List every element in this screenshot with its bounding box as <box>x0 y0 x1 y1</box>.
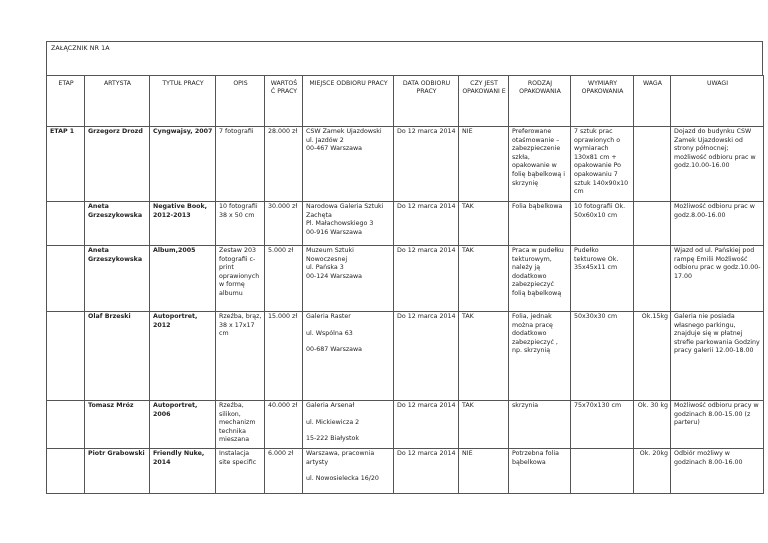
miejsce-line: Narodowa Galeria Sztuki Zachęta <box>306 203 384 219</box>
cell-opis: 7 fotografii <box>216 127 265 202</box>
header-waga: WAGA <box>634 76 671 127</box>
cell-waga: Ok. 30 kg <box>634 401 671 449</box>
cell-etap <box>47 246 85 312</box>
header-data: DATA ODBIORU PRACY <box>394 76 459 127</box>
header-rodzaj: RODZAJ OPAKOWANIA <box>509 76 571 127</box>
cell-opis: Rzeźba, brąz, 38 x 17x17 cm <box>216 312 265 401</box>
cell-wartosc: 6.000 zł <box>265 449 303 494</box>
cell-waga <box>634 246 671 312</box>
cell-artysta: Grzegorz Drozd <box>85 127 150 202</box>
miejsce-line: ul. Nowosielecka 16/20 <box>306 475 379 483</box>
cell-artysta: Aneta Grzeszykowska <box>85 202 150 246</box>
cell-etap: ETAP 1 <box>47 127 85 202</box>
cell-opis: Zestaw 203 fotografii c-print oprawionych w formę albumu <box>216 246 265 312</box>
cell-tytul: Friendly Nuke, 2014 <box>150 449 216 494</box>
cell-artysta: Aneta Grzeszykowska <box>85 246 150 312</box>
miejsce-line: ul. Jazdów 2 <box>306 136 344 144</box>
miejsce-line: ul. Wspólna 63 <box>306 329 353 337</box>
cell-etap <box>47 401 85 449</box>
cell-wartosc: 30.000 zł <box>265 202 303 246</box>
cell-uwagi: Galeria nie posiada własnego parkingu, znajduje się w płatnej strefie parkowania Godziny pracy galerii 12.00-18.00 <box>671 312 764 401</box>
document-page <box>46 41 765 543</box>
cell-wymiary <box>571 449 634 494</box>
miejsce-line: CSW Zamek Ujazdowski <box>306 128 382 135</box>
header-etap: ETAP <box>47 76 85 127</box>
cell-czy: NIE <box>459 127 509 202</box>
cell-miejsce <box>303 401 394 449</box>
cell-artysta: Olaf Brzeski <box>85 312 150 401</box>
header-miejsce: MIEJSCE ODBIORU PRACY <box>303 76 394 127</box>
cell-data: Do 12 marca 2014 <box>394 401 459 449</box>
cell-data: Do 12 marca 2014 <box>394 312 459 401</box>
cell-wymiary: 50x30x30 cm <box>571 312 634 401</box>
title-box <box>46 41 763 75</box>
cell-waga <box>634 127 671 202</box>
header-opis: OPIS <box>216 76 265 127</box>
cell-etap <box>47 202 85 246</box>
cell-uwagi: Dojazd do budynku CSW Zamek Ujazdowski od strony północnej; możliwość odbioru prac w godz.10.00-16.00 <box>671 127 764 202</box>
miejsce-line: 00-687 Warszawa <box>306 346 363 354</box>
cell-wymiary: 75x70x130 cm <box>571 401 634 449</box>
cell-uwagi: Możliwość odbioru prac w godz.8.00-16.00 <box>671 202 764 246</box>
cell-czy: TAK <box>459 202 509 246</box>
miejsce-line: Muzeum Sztuki Nowoczesnej <box>306 247 354 263</box>
cell-wartosc: 28.000 zł <box>265 127 303 202</box>
cell-uwagi: Odbiór możliwy w godzinach 8.00-16.00 <box>671 449 764 494</box>
header-artysta: ARTYSTA <box>85 76 150 127</box>
cell-wymiary: 10 fotografii Ok. 50x60x10 cm <box>571 202 634 246</box>
header-tytul: TYTUŁ PRACY <box>150 76 216 127</box>
shipping-table <box>46 75 764 494</box>
header-wartosc: WARTOŚ Ć PRACY <box>265 76 303 127</box>
table-row <box>47 449 764 494</box>
cell-uwagi: Możliwość odbioru pracy w godzinach 8.00-15.00 (z parteru) <box>671 401 764 449</box>
cell-etap <box>47 312 85 401</box>
cell-etap <box>47 449 85 494</box>
cell-data: Do 12 marca 2014 <box>394 246 459 312</box>
cell-miejsce <box>303 246 394 312</box>
cell-rodzaj: skrzynia <box>509 401 571 449</box>
header-row <box>47 76 764 127</box>
table-row <box>47 246 764 312</box>
miejsce-line: ul. Mickiewicza 2 <box>306 418 360 426</box>
cell-rodzaj: Folia, jednak można pracę dodatkowo zabezpieczyć , np. skrzynią <box>509 312 571 401</box>
cell-rodzaj: Praca w pudełku tekturowym, należy ją dodatkowo zabezpieczyć folią bąbelkową <box>509 246 571 312</box>
cell-czy: TAK <box>459 401 509 449</box>
cell-wartosc: 40.000 zł <box>265 401 303 449</box>
cell-czy: TAK <box>459 246 509 312</box>
cell-tytul: Negative Book, 2012-2013 <box>150 202 216 246</box>
table-row <box>47 202 764 246</box>
cell-czy: TAK <box>459 312 509 401</box>
cell-artysta: Piotr Grabowski <box>85 449 150 494</box>
cell-uwagi: Wjazd od ul. Pańskiej pod rampę Emilii Możliwość odbioru prac w godz.10.00-17.00 <box>671 246 764 312</box>
cell-waga: Ok. 20kg <box>634 449 671 494</box>
table-row <box>47 312 764 401</box>
header-uwagi: UWAGI <box>671 76 764 127</box>
miejsce-line: Pl. Małachowskiego 3 <box>306 220 374 228</box>
cell-rodzaj: Potrzebna folia bąbelkowa <box>509 449 571 494</box>
miejsce-line: 15-222 Białystok <box>306 435 359 443</box>
cell-data: Do 12 marca 2014 <box>394 127 459 202</box>
header-czy: CZY JEST OPAKOWANI E <box>459 76 509 127</box>
cell-miejsce <box>303 449 394 494</box>
cell-tytul: Cyngwajsy, 2007 <box>150 127 216 202</box>
miejsce-line: Warszawa, pracownia artysty <box>306 450 375 466</box>
cell-miejsce <box>303 127 394 202</box>
miejsce-line: Galeria Raster <box>306 313 351 320</box>
cell-opis: 10 fotografii 38 x 50 cm <box>216 202 265 246</box>
miejsce-line: 00-467 Warszawa <box>306 145 363 153</box>
cell-rodzaj: Preferowane otaśmowanie – zabezpieczenie szkła, opakowanie w folię bąbelkową i skrzynię <box>509 127 571 202</box>
cell-wartosc: 15.000 zł <box>265 312 303 401</box>
cell-waga <box>634 202 671 246</box>
cell-wymiary: 7 sztuk prac oprawionych o wymiarach 130x81 cm + opakowanie Po opakowaniu 7 sztuk 140x90x10 cm <box>571 127 634 202</box>
header-wymiary: WYMIARY OPAKOWANIA <box>571 76 634 127</box>
miejsce-line: ul. Pańska 3 <box>306 264 344 272</box>
cell-data: Do 12 marca 2014 <box>394 202 459 246</box>
miejsce-line: Galeria Arsenał <box>306 402 355 409</box>
cell-opis: Rzeźba, silikon, mechanizm technika mieszana <box>216 401 265 449</box>
cell-opis: Instalacja site specific <box>216 449 265 494</box>
miejsce-line: 00-124 Warszawa <box>306 272 363 280</box>
document-title: ZAŁĄCZNIK NR 1A <box>51 45 110 52</box>
cell-waga: Ok.15kg <box>634 312 671 401</box>
cell-tytul: Autoportret, 2012 <box>150 312 216 401</box>
cell-artysta: Tomasz Mróz <box>85 401 150 449</box>
table-row <box>47 401 764 449</box>
cell-wymiary: Pudełko tekturowe Ok. 35x45x11 cm <box>571 246 634 312</box>
table-row <box>47 127 764 202</box>
cell-wartosc: 5.000 zł <box>265 246 303 312</box>
cell-rodzaj: Folia bąbelkowa <box>509 202 571 246</box>
cell-czy: NIE <box>459 449 509 494</box>
cell-tytul: Album,2005 <box>150 246 216 312</box>
cell-tytul: Autoportret, 2006 <box>150 401 216 449</box>
cell-miejsce <box>303 202 394 246</box>
miejsce-line: 00-916 Warszawa <box>306 228 363 236</box>
cell-miejsce <box>303 312 394 401</box>
cell-data: Do 12 marca 2014 <box>394 449 459 494</box>
